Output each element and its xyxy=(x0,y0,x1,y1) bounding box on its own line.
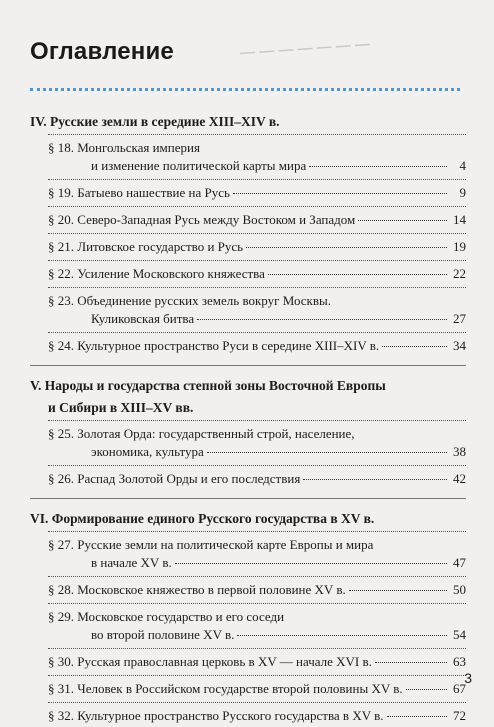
page-ref: 22 xyxy=(453,266,466,281)
toc-entry[interactable]: § 22. Усиление Московского княжества 22 xyxy=(48,266,466,281)
page-ref: 19 xyxy=(453,239,466,254)
page-number: 3 xyxy=(464,670,472,686)
toc-entry[interactable]: § 20. Северо-Западная Русь между Востоком и Западом 14 xyxy=(48,212,466,227)
page-ref: 27 xyxy=(453,311,466,326)
section xyxy=(30,509,466,727)
table-of-contents xyxy=(30,112,466,727)
show-through-text: — — — — — — — xyxy=(239,35,371,62)
page-ref: 72 xyxy=(453,708,466,723)
page-ref: 63 xyxy=(453,654,466,669)
section xyxy=(30,112,466,357)
page-ref: 54 xyxy=(453,627,466,642)
toc-entry[interactable]: § 29. Московское государство и его соседи во второй половине XV в. 54 xyxy=(48,609,466,642)
toc-entry[interactable]: § 30. Русская православная церковь в XV — начале XVI в. 63 xyxy=(48,654,466,669)
toc-entry[interactable]: § 21. Литовское государство и Русь 19 xyxy=(48,239,466,254)
toc-entry[interactable]: § 23. Объединение русских земель вокруг Москвы. Куликовская битва 27 xyxy=(48,293,466,326)
toc-entry[interactable]: § 26. Распад Золотой Орды и его последствия 42 xyxy=(48,471,466,486)
section-title: IV. Русские земли в середине XIII–XIV в. xyxy=(30,114,280,129)
toc-entry[interactable]: § 25. Золотая Орда: государственный строй, население, экономика, культура 38 xyxy=(48,426,466,459)
page-ref: 14 xyxy=(453,212,466,227)
toc-entry[interactable]: § 24. Культурное пространство Руси в середине XIII–XIV в. 34 xyxy=(48,338,466,353)
toc-entry[interactable]: § 32. Культурное пространство Русского государства в XV в. 72 xyxy=(48,708,466,723)
page-ref: 67 xyxy=(453,681,466,696)
page-title: Оглавление xyxy=(30,38,174,65)
toc-entry[interactable]: § 31. Человек в Российском государстве второй половины XV в. 67 xyxy=(48,681,466,696)
page-ref: 50 xyxy=(453,582,466,597)
section-title: VI. Формирование единого Русского государства в XV в. xyxy=(30,511,375,526)
section-title-cont: и Сибири в XIII–XV вв. xyxy=(48,400,194,415)
section-title: V. Народы и государства степной зоны Восточной Европы xyxy=(30,378,386,393)
page-ref: 4 xyxy=(459,158,466,173)
toc-entry[interactable]: § 19. Батыево нашествие на Русь 9 xyxy=(48,185,466,200)
toc-entry[interactable]: § 18. Монгольская империя и изменение политической карты мира 4 xyxy=(48,140,466,173)
page-ref: 38 xyxy=(453,444,466,459)
page-ref: 34 xyxy=(453,338,466,353)
dotted-rule xyxy=(30,88,460,91)
page-ref: 47 xyxy=(453,555,466,570)
page-ref: 42 xyxy=(453,471,466,486)
page-ref: 9 xyxy=(459,185,466,200)
section xyxy=(30,376,466,490)
toc-entry[interactable]: § 28. Московское княжество в первой половине XV в. 50 xyxy=(48,582,466,597)
toc-entry[interactable]: § 27. Русские земли на политической карте Европы и мира в начале XV в. 47 xyxy=(48,537,466,570)
